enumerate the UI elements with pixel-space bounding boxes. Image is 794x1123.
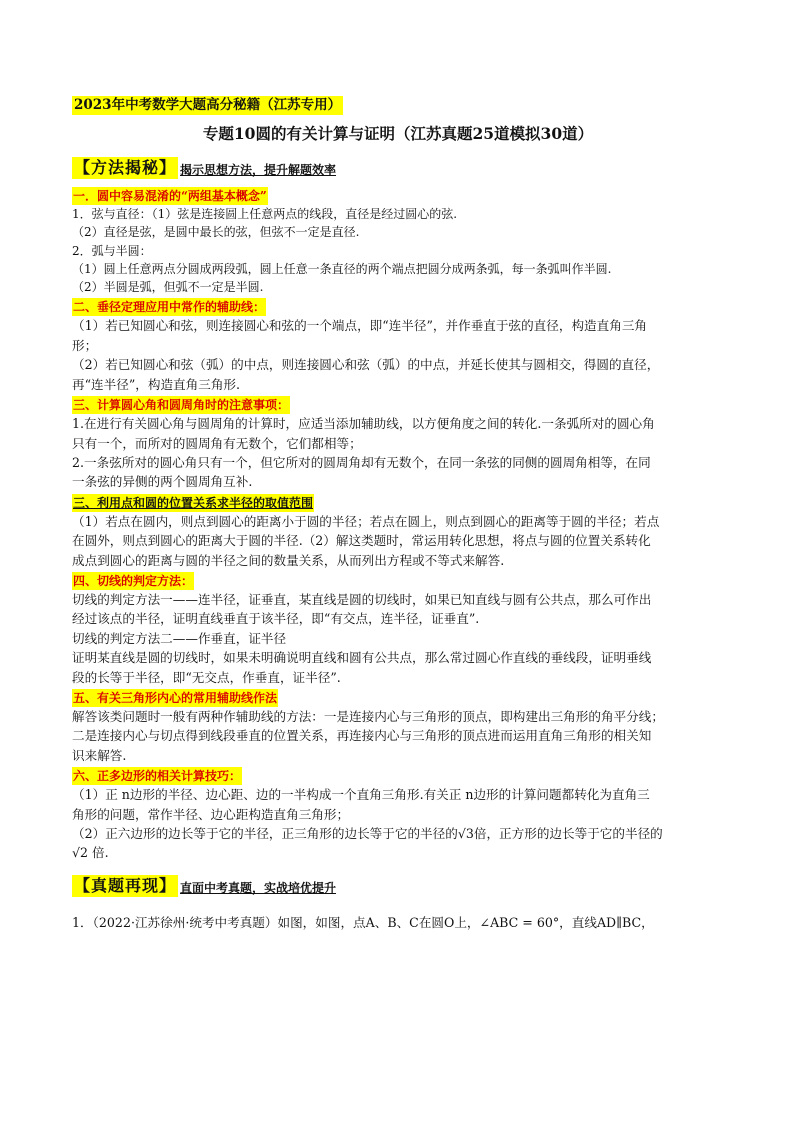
text-line: 只有一个，而所对的圆周角有无数个，它们都相等；	[72, 435, 362, 451]
section-concepts	[72, 185, 724, 296]
section-regular-polygon	[72, 765, 724, 863]
method-banner	[72, 157, 724, 179]
section-incenter	[72, 687, 724, 765]
text-line: 识来解答.	[72, 747, 127, 763]
text-line: 解答该类问题时一般有两种作辅助线的方法：一是连接内心与三角形的顶点，即构建出三角形的角平分线；	[72, 708, 664, 724]
text-line: 2．弧与半圆：	[72, 243, 152, 258]
text-line: 在圆外，则点到圆心的距离大于圆的半径.（2）解这类题时，常运用转化思想，将点与圆的位置关系转化	[72, 533, 651, 549]
section-heading: 三、计算圆心角和圆周角时的注意事项：	[73, 398, 290, 413]
text-line: （2）正六边形的边长等于它的半径，正三角形的边长等于它的半径的√3倍，正方形的边长等于它的半径的	[72, 826, 663, 842]
text-line: 一条弦的异侧的两个圆周角互补.	[72, 474, 253, 490]
section-angles	[72, 394, 724, 492]
method-banner-subtitle: 揭示思想方法，提升解题效率	[180, 163, 337, 177]
text-line: 证明某直线是圆的切线时，如果未明确说明直线和圆有公共点，那么常过圆心作直线的垂线段，证明垂线	[72, 650, 652, 666]
section-point-circle	[72, 492, 724, 570]
text-line: （2）半圆是弧，但弧不一定是半圆.	[72, 280, 264, 295]
section-heading: 二、垂径定理应用中常作的辅助线：	[73, 300, 266, 315]
text-line: 1．弦与直径：（1）弦是连接圆上任意两点的线段，直径是经过圆心的弦.	[72, 207, 458, 221]
content	[72, 94, 724, 932]
text-line: 再“连半径”，构造直角三角形.	[72, 376, 241, 392]
text-line: 段的长等于半径，即“无交点，作垂直，证半径”.	[72, 669, 341, 685]
section-heading: 六、正多边形的相关计算技巧：	[73, 769, 242, 784]
real-exam-banner	[72, 875, 724, 897]
text-line: 1.在进行有关圆心角与圆周角的计算时，应适当添加辅助线，以方便角度之间的转化.一条弧所对的圆心角	[72, 416, 655, 432]
text-line: （1）正 n边形的半径、边心距、边的一半构成一个直角三角形.有关正 n边形的计算问题都转化为直角三	[72, 787, 650, 803]
page-title: 专题10圆的有关计算与证明（江苏真题25道模拟30道）	[202, 124, 594, 143]
section-perpendicular-diameter	[72, 296, 724, 394]
section-tangent	[72, 570, 724, 687]
section-heading: 三、利用点和圆的位置关系求半径的取值范围	[73, 495, 314, 510]
method-banner-label: 【方法揭秘】	[74, 158, 177, 177]
text-line: （1）若已知圆心和弦，则连接圆心和弦的一个端点，即“连半径”，并作垂直于弦的直径，构造直角三角	[72, 318, 648, 334]
text-line: （2）若已知圆心和弦（弧）的中点，则连接圆心和弦（弧）的中点，并延长使其与圆相交，得圆的直径，	[72, 357, 660, 373]
text-line: 切线的判定方法一——连半径，证垂直，某直线是圆的切线时，如果已知直线与圆有公共点，那么可作出	[72, 591, 652, 607]
section-heading: 四、切线的判定方法：	[73, 573, 194, 588]
real-banner-label: 【真题再现】	[74, 875, 177, 895]
text-line: 形；	[72, 337, 98, 353]
section-heading: 五、有关三角形内心的常用辅助线作法	[73, 690, 278, 705]
text-line: （1）若点在圆内，则点到圆心的距离小于圆的半径；若点在圆上，则点到圆心的距离等于圆的半径；若点	[72, 513, 660, 529]
question-1: 1．（2022·江苏徐州·统考中考真题）如图，如图，点A、B、C在圆O上，∠ABC = 60°，直线AD∥BC，	[72, 914, 654, 930]
text-line: 2.一条弦所对的圆心角只有一个，但它所对的圆周角却有无数个，在同一条弦的同侧的圆周角相等，在同	[72, 454, 651, 470]
text-line: 经过该点的半径，证明直线垂直于该半径，即“有交点，连半径，证垂直”.	[72, 611, 480, 627]
section-heading: 一．圆中容易混淆的“两组基本概念”	[73, 189, 267, 203]
text-line: 二是连接内心与切点得到线段垂直的位置关系，再连接内心与三角形的顶点进而运用直角三角形的相关知	[72, 728, 652, 744]
text-line: 角形的问题，常作半径、边心距构造直角三角形；	[72, 806, 350, 822]
text-line: 成点到圆心的距离与圆的半径之间的数量关系，从而列出方程或不等式来解答.	[72, 552, 505, 568]
real-banner-subtitle: 直面中考真题，实战培优提升	[180, 880, 337, 895]
text-line: （2）直径是弦，是圆中最长的弦，但弦不一定是直径.	[72, 225, 360, 240]
text-line: （1）圆上任意两点分圆成两段弧，圆上任意一条直径的两个端点把圆分成两条弧，每一条弧叫作半圆.	[72, 261, 612, 276]
text-line: 切线的判定方法二——作垂直，证半径	[72, 630, 287, 646]
text-line: √2 倍.	[72, 845, 109, 861]
series-title: 2023年中考数学大题高分秘籍（江苏专用）	[74, 97, 342, 113]
